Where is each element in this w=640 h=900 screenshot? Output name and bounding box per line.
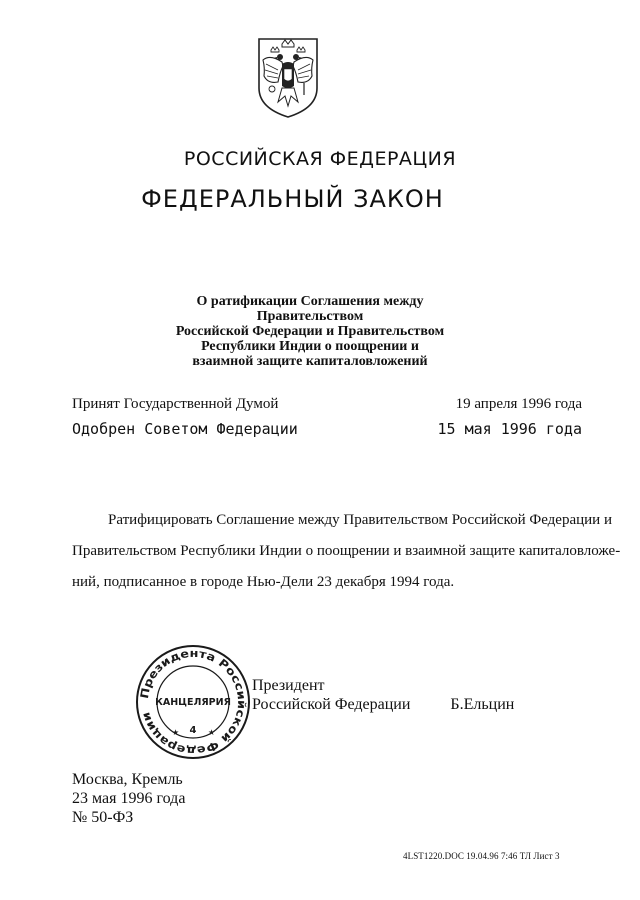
body-line: ний, подписанное в городе Нью-Дели 23 декабря 1994 года. xyxy=(72,574,455,590)
signatory-title-line1: Президент xyxy=(252,677,325,694)
president-name: Б.Ельцин xyxy=(450,696,515,713)
place-and-date-block xyxy=(72,770,185,827)
stamp-center-text: КАНЦЕЛЯРИЯ xyxy=(155,697,231,708)
approved-label: Одобрен Советом Федерации xyxy=(72,420,298,438)
law-title xyxy=(150,294,470,369)
signatory-title-line2: Российской Федерации xyxy=(252,696,411,713)
law-title-line: Российской Федерации и Правительством xyxy=(175,324,445,339)
stamp-star-icon: ★ xyxy=(172,728,180,737)
adoption-row xyxy=(72,396,582,413)
footer-file-code: 4LST1220.DOC 19.04.96 7:46 ТЛ Лист 3 xyxy=(403,851,560,861)
law-title-line: взаимной защите капиталовложений xyxy=(192,354,428,369)
signing-place: Москва, Кремль xyxy=(72,771,183,788)
approval-row xyxy=(72,420,582,438)
official-stamp xyxy=(134,643,252,761)
body-line: Ратифицировать Соглашение между Правительством Российской Федерации и xyxy=(108,512,612,528)
document-type-heading: ФЕДЕРАЛЬНЫЙ ЗАКОН xyxy=(141,185,444,213)
stamp-ring-text: Президента Российской Федерации xyxy=(137,646,249,758)
signature-block xyxy=(252,676,514,714)
stamp-number: 4 xyxy=(189,725,197,736)
law-body xyxy=(72,505,621,598)
body-line: Правительством Республики Индии о поощрении и взаимной защите капиталовложе- xyxy=(72,543,621,559)
country-heading: РОССИЙСКАЯ ФЕДЕРАЦИЯ xyxy=(183,148,457,170)
law-title-line: Республики Индии о поощрении и xyxy=(201,339,419,354)
law-title-line: О ратификации Соглашения между Правительством xyxy=(196,294,424,324)
russian-eagle-emblem-icon xyxy=(256,36,320,120)
approved-date: 15 мая 1996 года xyxy=(437,420,582,438)
adopted-label: Принят Государственной Думой xyxy=(72,396,279,412)
stamp-star-icon: ★ xyxy=(208,728,216,737)
adopted-date: 19 апреля 1996 года xyxy=(455,396,582,412)
law-number: № 50-ФЗ xyxy=(72,809,134,826)
signing-date: 23 мая 1996 года xyxy=(72,790,186,807)
